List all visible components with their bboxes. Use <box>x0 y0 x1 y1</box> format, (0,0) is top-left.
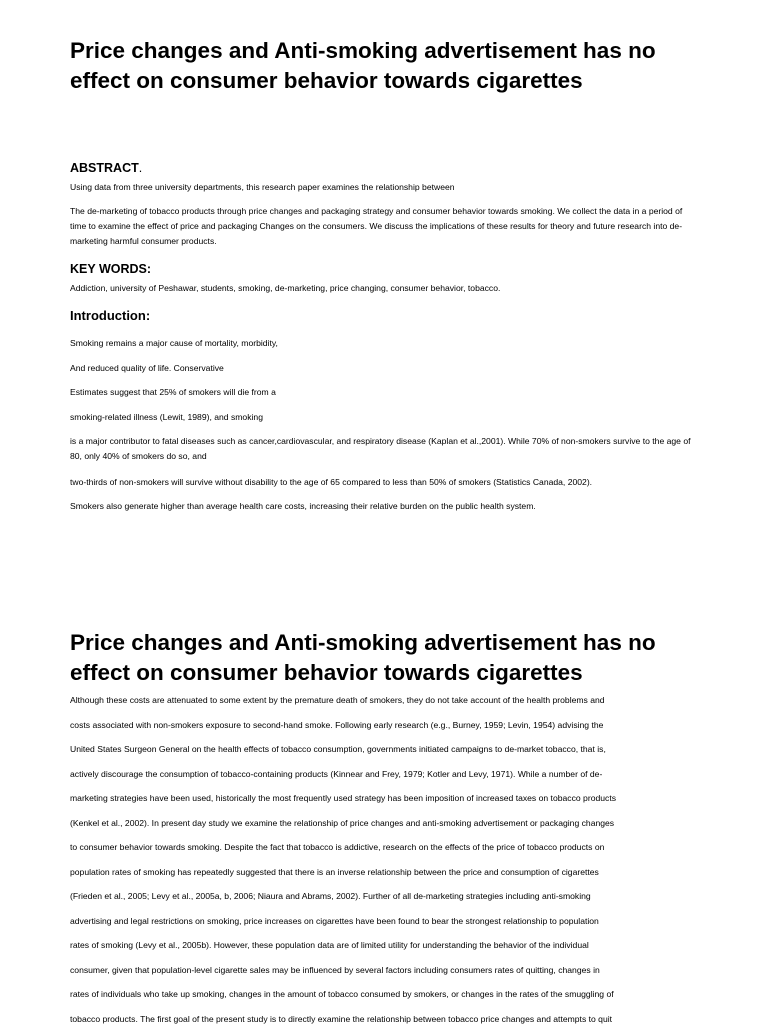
abstract-heading-text: ABSTRACT <box>70 161 139 175</box>
abstract-heading <box>70 161 142 175</box>
body-line: marketing strategies have been used, historically the most frequently used strategy has been imposition of increased taxes on tobacco products <box>70 793 617 803</box>
body-line: advertising and legal restrictions on smoking, price increases on cigarettes have been found to bear the strongest relationship to population <box>70 915 599 926</box>
body-line: United States Surgeon General on the health effects of tobacco consumption, governments initiated campaigns to de-market tobacco, that is, <box>70 744 606 754</box>
page-2-title <box>70 628 710 688</box>
intro-paragraph: is a major contributor to fatal diseases such as cancer,cardiovascular, and respiratory disease (Kaplan et al.,2001). While 70% of non-smokers survive to the age of 80, only 40% of smokers do so, and <box>70 436 691 461</box>
body-line: rates of individuals who take up smoking, changes in the amount of tobacco consumed by smokers, or changes in the rates of the smuggling of <box>70 989 614 999</box>
body-line: tobacco products. The first goal of the present study is to directly examine the relationship between tobacco price changes and attempts to quit <box>70 1013 613 1024</box>
title-line-2: effect on consumer behavior towards cigarettes <box>70 68 583 93</box>
body-line: costs associated with non-smokers exposure to second-hand smoke. Following early research (e.g., Burney, 1959; Levin, 1954) advising the <box>70 719 604 730</box>
body-line: consumer, given that population-level cigarette sales may be influenced by several factors including consumers rates of quitting, changes in <box>70 964 600 975</box>
keywords-heading: KEY WORDS: <box>70 262 152 276</box>
page-2-title-line-1: Price changes and Anti-smoking advertisement has no <box>70 630 656 655</box>
keywords-text: Addiction, university of Peshawar, students, smoking, de-marketing, price changing, consumer behavior, tobacco. <box>70 283 501 293</box>
abstract-heading-suffix: . <box>138 161 143 175</box>
page-title <box>70 36 710 96</box>
body-line: actively discourage the consumption of tobacco-containing products (Kinnear and Frey, 1979; Kotler and Levy, 1971). While a number of de- <box>70 768 603 779</box>
intro-paragraph: two-thirds of non-smokers will survive without disability to the age of 65 compared to less than 50% of smokers (Statistics Canada, 2002). <box>70 477 593 487</box>
intro-paragraph: Smokers also generate higher than average health care costs, increasing their relative burden on the public health system. <box>70 501 536 511</box>
intro-paragraph: smoking-related illness (Lewit, 1989), and smoking <box>70 412 263 422</box>
intro-paragraph: And reduced quality of life. Conservative <box>70 363 224 373</box>
intro-paragraph: Estimates suggest that 25% of smokers will die from a <box>70 387 276 397</box>
body-line: Although these costs are attenuated to some extent by the premature death of smokers, they do not take account of the health problems and <box>70 695 605 705</box>
body-line: (Frieden et al., 2005; Levy et al., 2005a, b, 2006; Niaura and Abrams, 2002). Further of all de-marketing strategies including anti-smoking <box>70 891 591 901</box>
abstract-body: The de-marketing of tobacco products through price changes and packaging strategy and consumer behavior towards smoking. We collect the data in a period of time to examine the effect of price and packaging Changes on the consumers. We discuss the implications of these results for theory and future research into de-marketing harmful consumer products. <box>70 206 683 246</box>
abstract-lead: Using data from three university departments, this research paper examines the relationship between <box>70 182 455 192</box>
page-2-body <box>70 688 700 1024</box>
title-line-1: Price changes and Anti-smoking advertisement has no <box>70 38 656 63</box>
body-line: population rates of smoking has repeatedly suggested that there is an inverse relationship between the price and consumption of cigarettes <box>70 866 599 877</box>
intro-paragraph: Smoking remains a major cause of mortality, morbidity, <box>70 338 278 348</box>
body-line: to consumer behavior towards smoking. Despite the fact that tobacco is addictive, research on the effects of the price of tobacco products on <box>70 842 605 852</box>
page-2-title-line-2: effect on consumer behavior towards cigarettes <box>70 660 583 685</box>
body-line: (Kenkel et al., 2002). In present day study we examine the relationship of price changes and anti-smoking advertisement or packaging changes <box>70 817 615 828</box>
body-line: rates of smoking (Levy et al., 2005b). However, these population data are of limited utility for understanding the behavior of the individual <box>70 940 589 950</box>
introduction-heading: Introduction: <box>70 308 151 323</box>
